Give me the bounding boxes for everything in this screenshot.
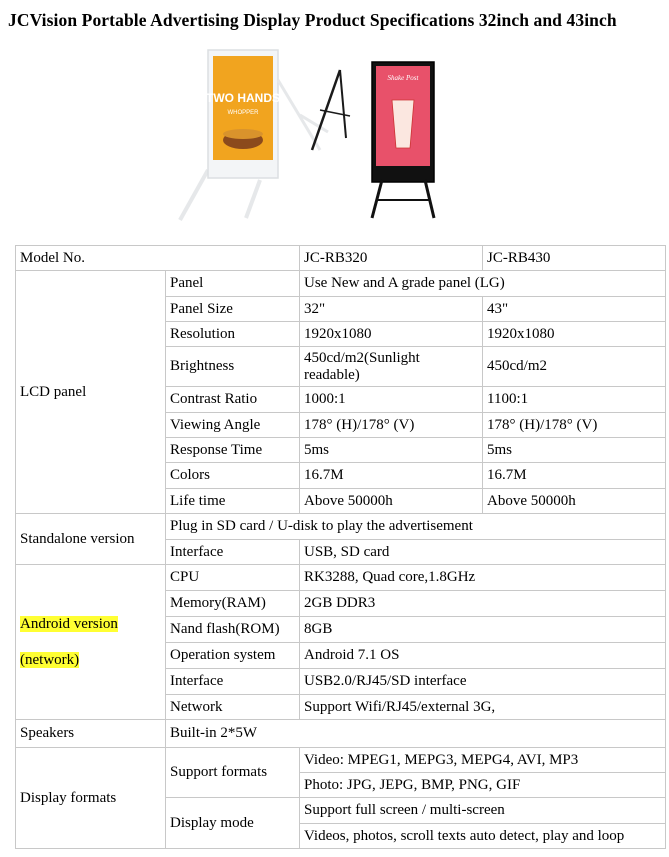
group-speakers: Speakers [16, 720, 166, 748]
row-label: Resolution [166, 322, 300, 347]
group-standalone: Standalone version [16, 514, 166, 565]
group-lcd-panel: LCD panel [16, 271, 166, 514]
row-label: Contrast Ratio [166, 387, 300, 413]
table-row [16, 246, 666, 271]
spec-table [15, 245, 666, 849]
right-display [312, 62, 434, 218]
header-model2: JC-RB430 [483, 246, 666, 271]
row-value: Android 7.1 OS [300, 643, 666, 669]
row-value: 43" [483, 297, 666, 322]
row-value: 2GB DDR3 [300, 591, 666, 617]
row-label: Display mode [166, 798, 300, 849]
row-value: 1000:1 [300, 387, 483, 413]
row-label: Life time [166, 489, 300, 514]
row-value: Photo: JPG, JEPG, BMP, PNG, GIF [300, 773, 666, 798]
left-display-headline: TWO HANDS [206, 91, 280, 105]
row-value: RK3288, Quad core,1.8GHz [300, 565, 666, 591]
row-value: Above 50000h [483, 489, 666, 514]
android-group-line2: (network) [20, 652, 80, 668]
table-row [16, 514, 666, 540]
row-value: 5ms [483, 438, 666, 463]
row-label: Panel [166, 271, 300, 297]
row-label: CPU [166, 565, 300, 591]
table-row [16, 748, 666, 773]
row-value: 178° (H)/178° (V) [300, 413, 483, 438]
row-value: Video: MPEG1, MEPG3, MEPG4, AVI, MP3 [300, 748, 666, 773]
group-display-formats: Display formats [16, 748, 166, 849]
row-value: 178° (H)/178° (V) [483, 413, 666, 438]
row-label: Panel Size [166, 297, 300, 322]
header-label: Model No. [16, 246, 300, 271]
row-label: Brightness [166, 347, 300, 387]
page-title: JCVision Portable Advertising Display Product Specifications 32inch and 43inch [8, 10, 617, 30]
row-value: Support full screen / multi-screen [300, 798, 666, 824]
row-value: Support Wifi/RJ45/external 3G, [300, 695, 666, 720]
right-display-headline: Shake Post [387, 74, 419, 82]
product-photo [150, 40, 450, 240]
row-label: Viewing Angle [166, 413, 300, 438]
row-label: Network [166, 695, 300, 720]
row-value: 16.7M [300, 463, 483, 489]
row-value: Built-in 2*5W [166, 720, 666, 748]
row-value: 1100:1 [483, 387, 666, 413]
row-label: Memory(RAM) [166, 591, 300, 617]
row-value: 8GB [300, 617, 666, 643]
left-display-sub: WHOPPER [227, 110, 259, 116]
row-value: 450cd/m2(Sunlight readable) [300, 347, 483, 387]
android-group-line1: Android version [20, 616, 118, 632]
row-value: Plug in SD card / U-disk to play the advertisement [166, 514, 666, 540]
table-row [16, 565, 666, 591]
row-value: 1920x1080 [483, 322, 666, 347]
row-label: Interface [166, 540, 300, 565]
row-value: 32" [300, 297, 483, 322]
row-value: USB, SD card [300, 540, 666, 565]
header-model1: JC-RB320 [300, 246, 483, 271]
row-label: Response Time [166, 438, 300, 463]
row-label: Colors [166, 463, 300, 489]
row-value: 1920x1080 [300, 322, 483, 347]
group-android [16, 565, 166, 720]
row-value: Videos, photos, scroll texts auto detect, play and loop [300, 824, 666, 849]
row-value: Above 50000h [300, 489, 483, 514]
row-value: Use New and A grade panel (LG) [300, 271, 666, 297]
row-value: 16.7M [483, 463, 666, 489]
row-label: Interface [166, 669, 300, 695]
row-label: Operation system [166, 643, 300, 669]
left-display [180, 50, 328, 220]
row-label: Nand flash(ROM) [166, 617, 300, 643]
row-label: Support formats [166, 748, 300, 798]
table-row [16, 720, 666, 748]
row-value: USB2.0/RJ45/SD interface [300, 669, 666, 695]
table-row [16, 271, 666, 297]
row-value: 5ms [300, 438, 483, 463]
row-value: 450cd/m2 [483, 347, 666, 387]
